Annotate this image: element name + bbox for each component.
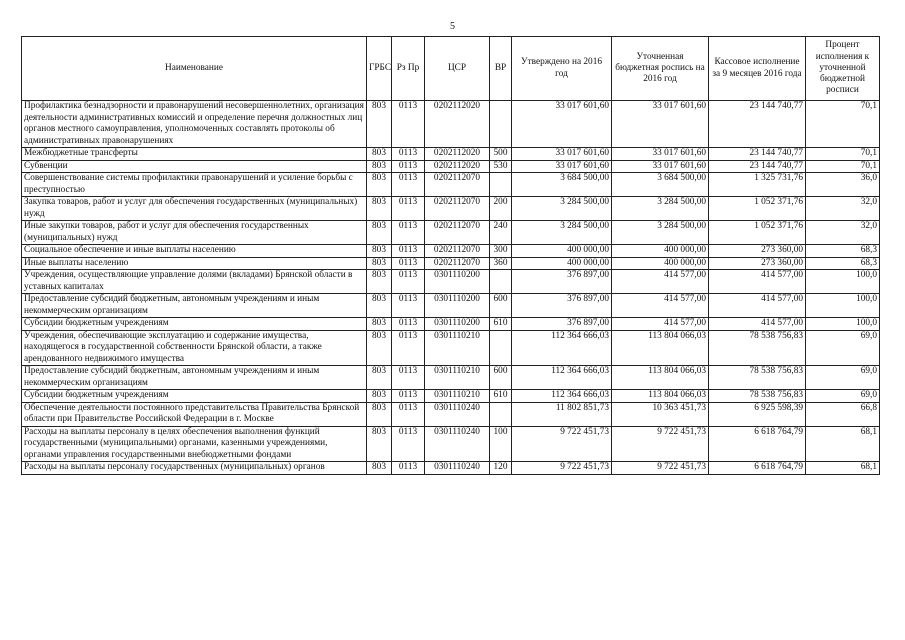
cell-specified: 414 577,00 [612, 294, 709, 318]
cell-vr: 120 [490, 462, 512, 475]
cell-approved: 33 017 601,60 [512, 160, 612, 173]
cell-csr: 0301110200 [425, 318, 490, 331]
cell-rzpr: 0113 [392, 426, 425, 462]
cell-vr [490, 402, 512, 426]
cell-name: Иные выплаты населению [22, 257, 367, 270]
header-grbs: ГРБС [367, 37, 392, 101]
cell-vr: 100 [490, 426, 512, 462]
cell-approved: 400 000,00 [512, 245, 612, 258]
cell-approved: 400 000,00 [512, 257, 612, 270]
cell-cash: 414 577,00 [709, 270, 806, 294]
cell-rzpr: 0113 [392, 402, 425, 426]
cell-rzpr: 0113 [392, 462, 425, 475]
cell-vr: 530 [490, 160, 512, 173]
cell-approved: 376 897,00 [512, 270, 612, 294]
header-approved: Утверждено на 2016 год [512, 37, 612, 101]
cell-cash: 78 538 756,83 [709, 366, 806, 390]
cell-specified: 113 804 066,03 [612, 390, 709, 403]
cell-grbs: 803 [367, 160, 392, 173]
cell-grbs: 803 [367, 270, 392, 294]
cell-specified: 400 000,00 [612, 257, 709, 270]
table-row [22, 294, 880, 318]
cell-percent: 68,1 [806, 462, 880, 475]
cell-name: Расходы на выплаты персоналу в целях обеспечения выполнения функций государственными (муниципальными) органами, казенными учреждениями, органами управления государственными внебюджетными фондами [22, 426, 367, 462]
cell-grbs: 803 [367, 294, 392, 318]
budget-execution-table [21, 36, 880, 475]
table-row [22, 330, 880, 366]
cell-vr: 600 [490, 366, 512, 390]
cell-percent: 68,3 [806, 245, 880, 258]
cell-vr: 300 [490, 245, 512, 258]
cell-grbs: 803 [367, 221, 392, 245]
cell-rzpr: 0113 [392, 270, 425, 294]
cell-vr: 360 [490, 257, 512, 270]
cell-grbs: 803 [367, 318, 392, 331]
table-row [22, 257, 880, 270]
cell-csr: 0301110210 [425, 330, 490, 366]
table-row [22, 221, 880, 245]
cell-csr: 0202112020 [425, 160, 490, 173]
cell-approved: 3 284 500,00 [512, 197, 612, 221]
cell-vr: 500 [490, 148, 512, 161]
cell-name: Обеспечение деятельности постоянного представительства Правительства Брянской области при Правительстве Российской Федерации в г. Москве [22, 402, 367, 426]
cell-approved: 112 364 666,03 [512, 366, 612, 390]
cell-percent: 70,1 [806, 160, 880, 173]
cell-approved: 3 684 500,00 [512, 173, 612, 197]
cell-specified: 113 804 066,03 [612, 366, 709, 390]
cell-rzpr: 0113 [392, 148, 425, 161]
table-header-row [22, 37, 880, 101]
cell-grbs: 803 [367, 462, 392, 475]
cell-name: Иные закупки товаров, работ и услуг для обеспечения государственных (муниципальных) нужд [22, 221, 367, 245]
cell-approved: 9 722 451,73 [512, 426, 612, 462]
cell-specified: 33 017 601,60 [612, 148, 709, 161]
cell-grbs: 803 [367, 257, 392, 270]
cell-approved: 112 364 666,03 [512, 330, 612, 366]
cell-specified: 414 577,00 [612, 318, 709, 331]
table-row [22, 366, 880, 390]
cell-approved: 9 722 451,73 [512, 462, 612, 475]
table-row [22, 173, 880, 197]
cell-rzpr: 0113 [392, 160, 425, 173]
cell-specified: 113 804 066,03 [612, 330, 709, 366]
cell-vr: 610 [490, 318, 512, 331]
table-row [22, 160, 880, 173]
cell-approved: 376 897,00 [512, 294, 612, 318]
cell-cash: 23 144 740,77 [709, 101, 806, 148]
cell-percent: 69,0 [806, 390, 880, 403]
cell-percent: 69,0 [806, 330, 880, 366]
table-row [22, 101, 880, 148]
cell-cash: 6 618 764,79 [709, 462, 806, 475]
page-number: 5 [450, 21, 455, 32]
cell-grbs: 803 [367, 366, 392, 390]
cell-name: Предоставление субсидий бюджетным, автономным учреждениям и иным некоммерческим организациям [22, 366, 367, 390]
cell-percent: 68,1 [806, 426, 880, 462]
cell-rzpr: 0113 [392, 366, 425, 390]
cell-approved: 33 017 601,60 [512, 148, 612, 161]
cell-cash: 6 925 598,39 [709, 402, 806, 426]
cell-rzpr: 0113 [392, 245, 425, 258]
cell-name: Учреждения, обеспечивающие эксплуатацию и содержание имущества, находящегося в государственной собственности Брянской области, а также арендованного недвижимого имущества [22, 330, 367, 366]
cell-specified: 400 000,00 [612, 245, 709, 258]
cell-percent: 32,0 [806, 197, 880, 221]
cell-specified: 33 017 601,60 [612, 160, 709, 173]
cell-csr: 0301110240 [425, 426, 490, 462]
cell-specified: 3 284 500,00 [612, 197, 709, 221]
cell-specified: 3 284 500,00 [612, 221, 709, 245]
cell-csr: 0202112070 [425, 173, 490, 197]
cell-vr: 600 [490, 294, 512, 318]
table-row [22, 318, 880, 331]
cell-percent: 100,0 [806, 318, 880, 331]
header-rzpr: Рз Пр [392, 37, 425, 101]
cell-name: Субвенции [22, 160, 367, 173]
cell-rzpr: 0113 [392, 390, 425, 403]
cell-cash: 1 325 731,76 [709, 173, 806, 197]
cell-name: Расходы на выплаты персоналу государственных (муниципальных) органов [22, 462, 367, 475]
cell-csr: 0301110200 [425, 294, 490, 318]
cell-name: Социальное обеспечение и иные выплаты населению [22, 245, 367, 258]
cell-vr [490, 270, 512, 294]
cell-vr: 240 [490, 221, 512, 245]
table-row [22, 148, 880, 161]
table-row [22, 426, 880, 462]
cell-name: Предоставление субсидий бюджетным, автономным учреждениям и иным некоммерческим организациям [22, 294, 367, 318]
cell-csr: 0202112020 [425, 101, 490, 148]
table-row [22, 245, 880, 258]
cell-grbs: 803 [367, 330, 392, 366]
cell-approved: 11 802 851,73 [512, 402, 612, 426]
cell-cash: 273 360,00 [709, 257, 806, 270]
table-row [22, 197, 880, 221]
header-specified: Уточненная бюджетная роспись на 2016 год [612, 37, 709, 101]
cell-cash: 1 052 371,76 [709, 197, 806, 221]
cell-percent: 68,3 [806, 257, 880, 270]
cell-name: Субсидии бюджетным учреждениям [22, 390, 367, 403]
cell-percent: 69,0 [806, 366, 880, 390]
cell-csr: 0202112070 [425, 197, 490, 221]
cell-specified: 9 722 451,73 [612, 462, 709, 475]
header-cash: Кассовое исполнение за 9 месяцев 2016 года [709, 37, 806, 101]
cell-cash: 414 577,00 [709, 294, 806, 318]
cell-csr: 0301110240 [425, 462, 490, 475]
cell-name: Совершенствование системы профилактики правонарушений и усиление борьбы с преступностью [22, 173, 367, 197]
cell-approved: 376 897,00 [512, 318, 612, 331]
cell-rzpr: 0113 [392, 173, 425, 197]
header-vr: ВР [490, 37, 512, 101]
cell-grbs: 803 [367, 197, 392, 221]
cell-cash: 273 360,00 [709, 245, 806, 258]
cell-percent: 36,0 [806, 173, 880, 197]
cell-csr: 0202112070 [425, 257, 490, 270]
header-name: Наименование [22, 37, 367, 101]
cell-vr [490, 101, 512, 148]
cell-cash: 414 577,00 [709, 318, 806, 331]
cell-grbs: 803 [367, 402, 392, 426]
cell-specified: 3 684 500,00 [612, 173, 709, 197]
cell-rzpr: 0113 [392, 318, 425, 331]
table-row [22, 462, 880, 475]
cell-specified: 414 577,00 [612, 270, 709, 294]
cell-cash: 6 618 764,79 [709, 426, 806, 462]
cell-approved: 33 017 601,60 [512, 101, 612, 148]
cell-vr: 610 [490, 390, 512, 403]
cell-name: Учреждения, осуществляющие управление долями (вкладами) Брянской области в уставных капиталах [22, 270, 367, 294]
cell-cash: 78 538 756,83 [709, 390, 806, 403]
cell-rzpr: 0113 [392, 294, 425, 318]
header-percent: Процент исполнения к уточненной бюджетной росписи [806, 37, 880, 101]
cell-percent: 70,1 [806, 101, 880, 148]
cell-approved: 112 364 666,03 [512, 390, 612, 403]
cell-cash: 23 144 740,77 [709, 160, 806, 173]
cell-name: Профилактика безнадзорности и правонарушений несовершеннолетних, организация деятельности административных комиссий и определение перечня должностных лиц органов местного самоуправления, уполномоченных составлять протоколы об административных правонарушениях [22, 101, 367, 148]
cell-grbs: 803 [367, 173, 392, 197]
cell-grbs: 803 [367, 426, 392, 462]
table-row [22, 402, 880, 426]
cell-vr: 200 [490, 197, 512, 221]
cell-csr: 0301110240 [425, 402, 490, 426]
cell-csr: 0202112070 [425, 245, 490, 258]
cell-specified: 10 363 451,73 [612, 402, 709, 426]
cell-approved: 3 284 500,00 [512, 221, 612, 245]
cell-specified: 33 017 601,60 [612, 101, 709, 148]
cell-name: Закупка товаров, работ и услуг для обеспечения государственных (муниципальных) нужд [22, 197, 367, 221]
cell-grbs: 803 [367, 148, 392, 161]
cell-percent: 70,1 [806, 148, 880, 161]
cell-cash: 23 144 740,77 [709, 148, 806, 161]
cell-cash: 1 052 371,76 [709, 221, 806, 245]
cell-grbs: 803 [367, 101, 392, 148]
cell-csr: 0202112070 [425, 221, 490, 245]
cell-specified: 9 722 451,73 [612, 426, 709, 462]
cell-rzpr: 0113 [392, 197, 425, 221]
cell-percent: 32,0 [806, 221, 880, 245]
cell-vr [490, 330, 512, 366]
cell-grbs: 803 [367, 390, 392, 403]
cell-rzpr: 0113 [392, 330, 425, 366]
cell-name: Субсидии бюджетным учреждениям [22, 318, 367, 331]
cell-percent: 66,8 [806, 402, 880, 426]
cell-percent: 100,0 [806, 294, 880, 318]
cell-csr: 0301110200 [425, 270, 490, 294]
cell-rzpr: 0113 [392, 101, 425, 148]
cell-vr [490, 173, 512, 197]
cell-csr: 0202112020 [425, 148, 490, 161]
table-row [22, 270, 880, 294]
cell-percent: 100,0 [806, 270, 880, 294]
cell-rzpr: 0113 [392, 221, 425, 245]
cell-cash: 78 538 756,83 [709, 330, 806, 366]
table-row [22, 390, 880, 403]
cell-rzpr: 0113 [392, 257, 425, 270]
cell-name: Межбюджетные трансферты [22, 148, 367, 161]
cell-csr: 0301110210 [425, 390, 490, 403]
cell-grbs: 803 [367, 245, 392, 258]
header-csr: ЦСР [425, 37, 490, 101]
cell-csr: 0301110210 [425, 366, 490, 390]
